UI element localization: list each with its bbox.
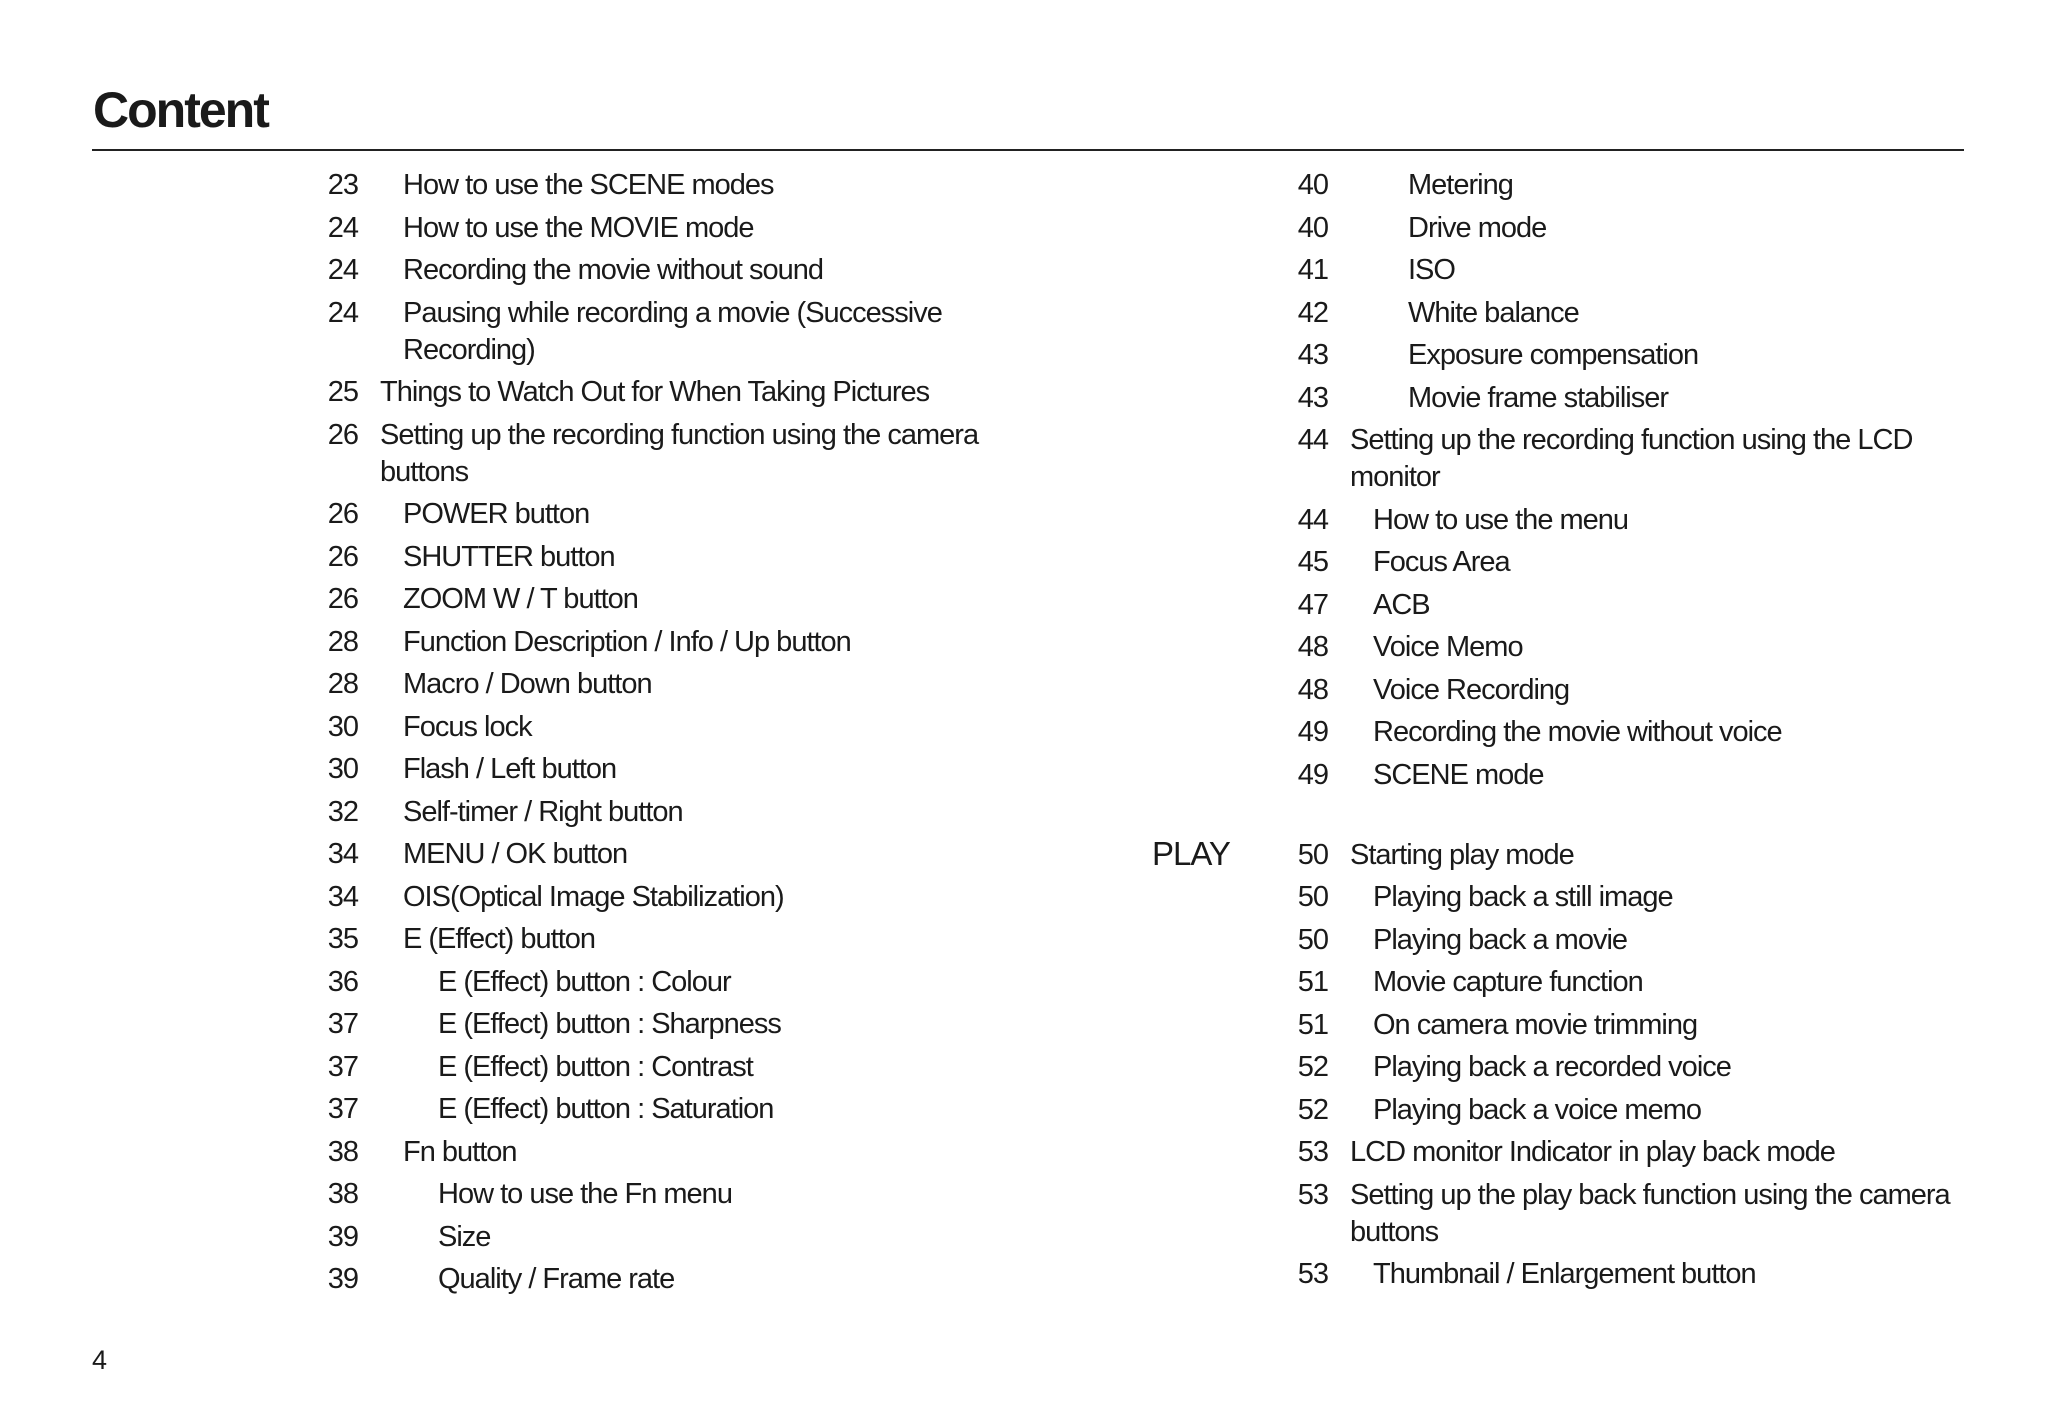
toc-entry[interactable] bbox=[1270, 1092, 1970, 1129]
toc-page-number: 48 bbox=[1297, 673, 1328, 706]
toc-entry-title: Voice Memo bbox=[1373, 631, 1523, 663]
toc-entry[interactable] bbox=[1270, 210, 1970, 247]
toc-entry-title: E (Effect) button bbox=[403, 923, 596, 955]
toc-entry-title: Recording the movie without voice bbox=[1373, 716, 1782, 748]
toc-entry[interactable] bbox=[300, 1134, 1000, 1171]
toc-page-number: 50 bbox=[1297, 838, 1328, 871]
toc-page-number: 26 bbox=[327, 418, 358, 451]
toc-entry[interactable] bbox=[1270, 337, 1970, 374]
toc-entry[interactable] bbox=[300, 921, 1000, 958]
toc-entry-title: Playing back a voice memo bbox=[1373, 1093, 1701, 1126]
toc-entry-title: Macro / Down button bbox=[403, 668, 652, 700]
toc-entry[interactable] bbox=[300, 624, 1000, 661]
toc-page-number: 25 bbox=[327, 376, 358, 408]
toc-entry[interactable] bbox=[300, 879, 1000, 916]
toc-entry-title: Thumbnail / Enlargement button bbox=[1373, 1258, 1756, 1290]
toc-entry[interactable] bbox=[1270, 1049, 1970, 1086]
toc-entry-title: Movie capture function bbox=[1373, 966, 1643, 998]
toc-entry-title: E (Effect) button : Sharpness bbox=[438, 1008, 781, 1040]
toc-entry-title: How to use the Fn menu bbox=[438, 1178, 732, 1210]
toc-entry-title: Focus lock bbox=[403, 710, 532, 743]
toc-entry-title: Metering bbox=[1408, 169, 1513, 201]
page-title: Content bbox=[93, 82, 268, 138]
toc-page-number: 40 bbox=[1297, 211, 1328, 244]
toc-page-number: 37 bbox=[327, 1008, 358, 1040]
toc-page-number: 24 bbox=[327, 254, 358, 286]
toc-page-number: 43 bbox=[1297, 339, 1328, 371]
toc-page-number: 34 bbox=[327, 880, 358, 913]
toc-entry-title: SCENE mode bbox=[1373, 758, 1544, 791]
toc-page-number: 34 bbox=[327, 838, 358, 870]
toc-page-number: 26 bbox=[327, 540, 358, 573]
toc-entry[interactable] bbox=[300, 374, 1000, 411]
toc-entry-title: Pausing while recording a movie (Successive Recording) bbox=[403, 296, 942, 366]
toc-page-number: 49 bbox=[1297, 716, 1328, 748]
page-number: 4 bbox=[92, 1345, 108, 1375]
toc-page-number: 42 bbox=[1297, 296, 1328, 329]
toc-entry-title: LCD monitor Indicator in play back mode bbox=[1350, 1136, 1835, 1168]
toc-entry[interactable] bbox=[1270, 1134, 1970, 1171]
toc-page-number: 47 bbox=[1297, 588, 1328, 621]
toc-entry[interactable] bbox=[300, 1091, 1000, 1128]
toc-entry[interactable] bbox=[1270, 587, 1970, 624]
toc-left-column bbox=[300, 167, 1000, 1304]
toc-entry-title: Quality / Frame rate bbox=[438, 1263, 675, 1295]
toc-entry[interactable] bbox=[300, 964, 1000, 1001]
toc-entry-title: POWER button bbox=[403, 498, 590, 530]
toc-entry[interactable] bbox=[1270, 295, 1970, 332]
toc-entry-title: Exposure compensation bbox=[1408, 339, 1699, 371]
toc-entry-title: Self-timer / Right button bbox=[403, 795, 683, 828]
toc-right-column bbox=[1152, 167, 1970, 1299]
toc-page-number: 52 bbox=[1297, 1093, 1328, 1126]
toc-entry[interactable] bbox=[1270, 714, 1970, 751]
toc-entry[interactable] bbox=[300, 1261, 1000, 1298]
toc-page-number: 41 bbox=[1297, 254, 1328, 286]
toc-entry-title: Function Description / Info / Up button bbox=[403, 625, 851, 658]
toc-entry[interactable] bbox=[300, 794, 1000, 831]
toc-entry[interactable] bbox=[1270, 502, 1970, 539]
toc-entry[interactable] bbox=[300, 1176, 1000, 1213]
toc-page-number: 50 bbox=[1297, 881, 1328, 913]
toc-entry[interactable] bbox=[300, 1006, 1000, 1043]
toc-page-number: 39 bbox=[327, 1220, 358, 1253]
toc-page-number: 38 bbox=[327, 1135, 358, 1168]
toc-page-number: 51 bbox=[1297, 1008, 1328, 1041]
toc-entry[interactable] bbox=[1270, 252, 1970, 289]
toc-entry[interactable] bbox=[1270, 380, 1970, 417]
toc-entry-title: Starting play mode bbox=[1350, 838, 1574, 871]
toc-page-number: 52 bbox=[1297, 1051, 1328, 1083]
toc-entry-title: On camera movie trimming bbox=[1373, 1008, 1698, 1041]
toc-entry[interactable] bbox=[300, 252, 1000, 289]
toc-entry-title: How to use the menu bbox=[1373, 503, 1629, 536]
section-label: PLAY bbox=[1152, 834, 1230, 872]
toc-entry[interactable] bbox=[1270, 1256, 1970, 1293]
toc-page-number: 43 bbox=[1297, 381, 1328, 414]
toc-entry-title: E (Effect) button : Colour bbox=[438, 965, 731, 998]
toc-entry[interactable] bbox=[300, 1219, 1000, 1256]
toc-entry[interactable] bbox=[1270, 672, 1970, 709]
toc-page-number: 39 bbox=[327, 1263, 358, 1295]
toc-page-number: 37 bbox=[327, 1050, 358, 1083]
toc-page-number: 44 bbox=[1297, 424, 1328, 456]
toc-page-number: 53 bbox=[1297, 1258, 1328, 1290]
toc-entry-title: Setting up the recording function using the camera buttons bbox=[380, 418, 979, 488]
toc-entry[interactable] bbox=[1270, 167, 1970, 204]
toc-entry-title: OIS(Optical Image Stabilization) bbox=[403, 880, 784, 913]
toc-page-number: 48 bbox=[1297, 631, 1328, 663]
title-divider bbox=[92, 149, 1964, 151]
toc-entry-title: Size bbox=[438, 1220, 491, 1253]
toc-entry-title: How to use the MOVIE mode bbox=[403, 211, 754, 244]
toc-entry[interactable] bbox=[300, 666, 1000, 703]
toc-page-number: 38 bbox=[327, 1178, 358, 1210]
toc-entry[interactable] bbox=[300, 167, 1000, 204]
toc-page-number: 32 bbox=[327, 795, 358, 828]
toc-page-number: 37 bbox=[327, 1093, 358, 1125]
toc-page-number: 26 bbox=[327, 583, 358, 615]
toc-entry-title: Playing back a movie bbox=[1373, 923, 1628, 956]
toc-page-number: 36 bbox=[327, 965, 358, 998]
toc-entry[interactable] bbox=[300, 210, 1000, 247]
toc-entry[interactable] bbox=[1270, 757, 1970, 794]
toc-entry[interactable] bbox=[300, 539, 1000, 576]
toc-entry-title: Voice Recording bbox=[1373, 673, 1570, 706]
toc-entry-title: Recording the movie without sound bbox=[403, 254, 823, 286]
toc-entry[interactable] bbox=[300, 417, 1000, 491]
toc-entry-title: White balance bbox=[1408, 296, 1579, 329]
toc-entry-title: E (Effect) button : Contrast bbox=[438, 1050, 753, 1083]
toc-entry[interactable] bbox=[1270, 422, 1970, 496]
toc-entry-title: Playing back a recorded voice bbox=[1373, 1051, 1731, 1083]
toc-entry[interactable] bbox=[1270, 922, 1970, 959]
toc-entry[interactable] bbox=[1270, 1177, 1970, 1251]
toc-page-number: 40 bbox=[1297, 169, 1328, 201]
toc-entry-title: Movie frame stabiliser bbox=[1408, 381, 1669, 414]
toc-entry[interactable] bbox=[300, 581, 1000, 618]
toc-entry-title: How to use the SCENE modes bbox=[403, 169, 774, 201]
toc-entry[interactable] bbox=[1270, 629, 1970, 666]
toc-entry[interactable] bbox=[1270, 879, 1970, 916]
toc-entry-title: ZOOM W / T button bbox=[403, 583, 638, 615]
toc-entry-title: ACB bbox=[1373, 588, 1430, 621]
toc-entry-title: Fn button bbox=[403, 1135, 517, 1168]
toc-entry[interactable] bbox=[300, 295, 1000, 369]
toc-page-number: 23 bbox=[327, 169, 358, 201]
toc-entry-title: Setting up the recording function using the LCD monitor bbox=[1350, 424, 1913, 493]
toc-entry-title: Focus Area bbox=[1373, 546, 1510, 578]
toc-entry[interactable] bbox=[1270, 544, 1970, 581]
toc-entry-title: ISO bbox=[1408, 254, 1455, 286]
toc-entry-title: E (Effect) button : Saturation bbox=[438, 1093, 774, 1125]
toc-page-number: 45 bbox=[1297, 546, 1328, 578]
toc-page-number: 53 bbox=[1297, 1136, 1328, 1168]
toc-entry[interactable] bbox=[1270, 964, 1970, 1001]
toc-entry-title: Setting up the play back function using the camera buttons bbox=[1350, 1178, 1950, 1248]
toc-entry-title: Things to Watch Out for When Taking Pictures bbox=[380, 376, 930, 408]
toc-page-number: 28 bbox=[327, 625, 358, 658]
toc-entry[interactable] bbox=[300, 1049, 1000, 1086]
toc-page-number: 49 bbox=[1297, 758, 1328, 791]
toc-page-number: 24 bbox=[327, 211, 358, 244]
toc-page-number: 26 bbox=[327, 498, 358, 530]
toc-page-number: 53 bbox=[1297, 1178, 1328, 1211]
toc-entry-title: Flash / Left button bbox=[403, 753, 617, 785]
toc-entry-title: Playing back a still image bbox=[1373, 881, 1673, 913]
toc-entry[interactable] bbox=[1270, 1007, 1970, 1044]
toc-entry[interactable] bbox=[300, 709, 1000, 746]
toc-page-number: 44 bbox=[1297, 503, 1328, 536]
toc-entry[interactable] bbox=[300, 496, 1000, 533]
toc-entry[interactable] bbox=[1152, 834, 1970, 874]
toc-entry[interactable] bbox=[300, 836, 1000, 873]
toc-page-number: 35 bbox=[327, 923, 358, 955]
toc-entry-title: MENU / OK button bbox=[403, 838, 628, 870]
toc-page-number: 28 bbox=[327, 668, 358, 700]
toc-page-number: 24 bbox=[327, 296, 358, 329]
toc-page-number: 50 bbox=[1297, 923, 1328, 956]
toc-page-number: 51 bbox=[1297, 966, 1328, 998]
toc-entry-title: SHUTTER button bbox=[403, 540, 615, 573]
toc-page-number: 30 bbox=[327, 710, 358, 743]
toc-page-number: 30 bbox=[327, 753, 358, 785]
toc-entry[interactable] bbox=[300, 751, 1000, 788]
toc-entry-title: Drive mode bbox=[1408, 211, 1547, 244]
